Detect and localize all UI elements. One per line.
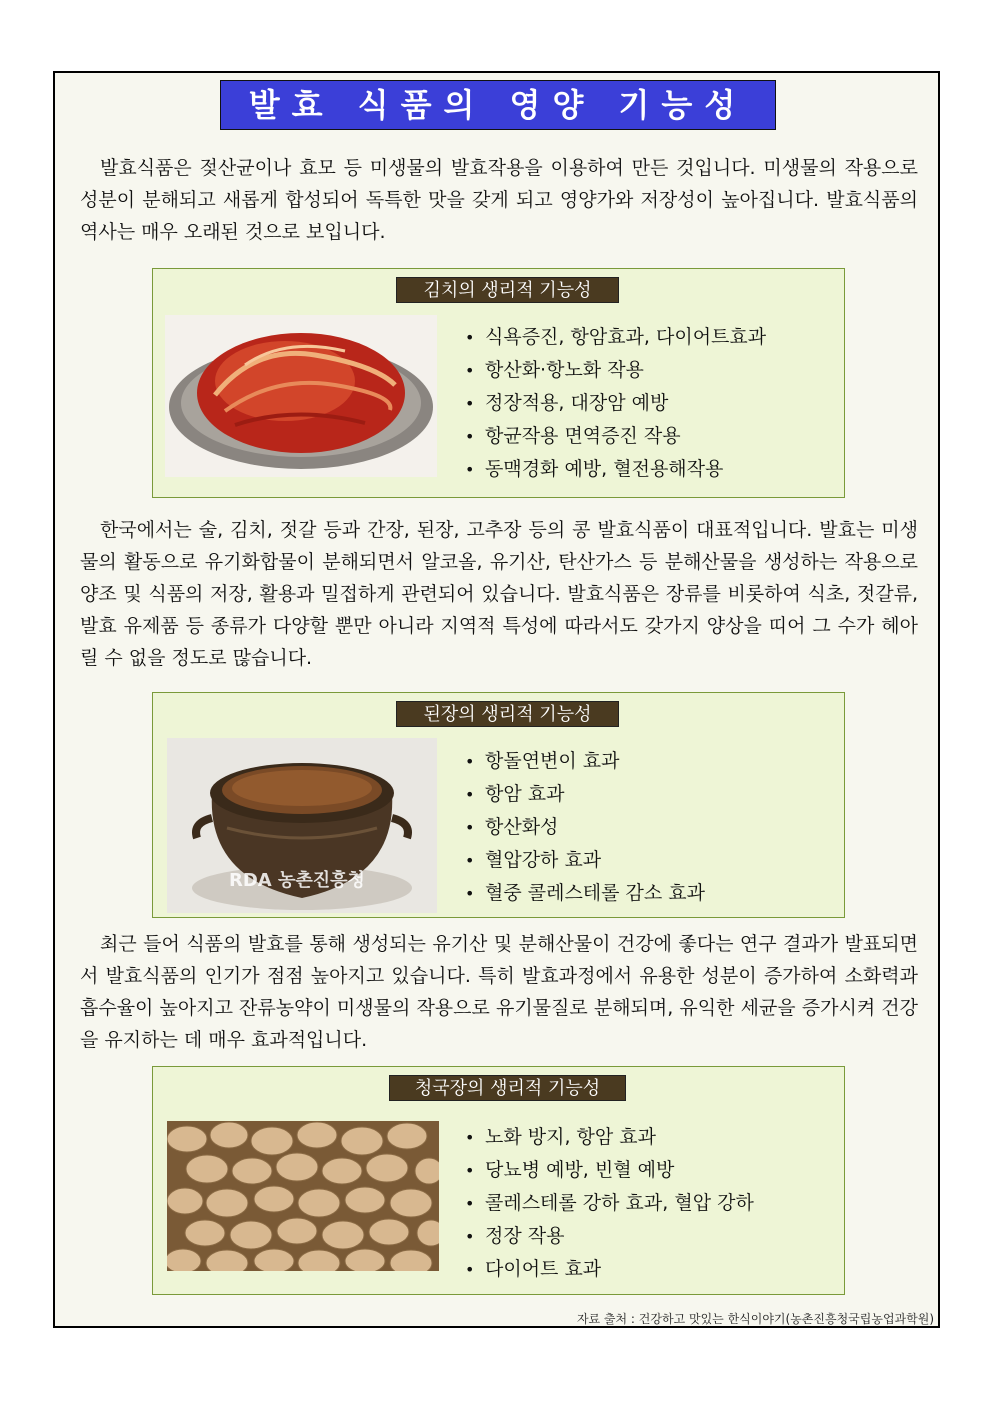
list-item: • 콜레스테롤 강하 효과, 혈압 강하 [465, 1192, 754, 1214]
list-item: • 식욕증진, 항암효과, 다이어트효과 [465, 326, 767, 348]
list-item: • 혈압강하 효과 [465, 849, 602, 871]
doenjang-photo [167, 738, 437, 913]
second-paragraph: 한국에서는 술, 김치, 젓갈 등과 간장, 된장, 고추장 등의 콩 발효식품이 대표적입니다. 발효는 미생물의 활동으로 유기화합물이 분해되면서 알코올, 유기산, 탄산가스 등 분해산물을 생성하는 작용으로 양조 및 식품의 저장, 활용과 밀접하게 관련되어 있습니다. 발효식품은 장류를 비롯하여 식초, 젓갈류, 발효 유제품 등 종류가 다양할 뿐만 아니라 지역적 특성에 따라서도 갖가지 양상을 띠어 그 수가 헤아릴 수 없을 정도로 많습니다. [80, 519, 918, 669]
third-paragraph: 최근 들어 식품의 발효를 통해 생성되는 유기산 및 분해산물이 건강에 좋다는 연구 결과가 발표되면서 발효식품의 인기가 점점 높아지고 있습니다. 특히 발효과정에서 유용한 성분이 증가하여 소화력과 흡수율이 높아지고 잔류농약이 미생물의 작용으로 유기물질로 분해되며, 유익한 세균을 증가시켜 건강을 유지하는 데 매우 효과적입니다. [80, 933, 918, 1051]
list-item: • 당뇨병 예방, 빈혈 예방 [465, 1159, 675, 1181]
kimchi-benefit-list [465, 321, 766, 486]
list-item: • 동맥경화 예방, 혈전용해작용 [465, 458, 724, 480]
list-item: • 항산화·항노화 작용 [465, 359, 644, 381]
kimchi-box [152, 268, 845, 498]
doenjang-box-heading: 된장의 생리적 기능성 [396, 701, 619, 727]
list-item: • 항균작용 면역증진 작용 [465, 425, 681, 447]
list-item: • 정장 작용 [465, 1225, 565, 1247]
doenjang-benefit-list [465, 745, 705, 910]
list-item: • 항암 효과 [465, 783, 565, 805]
cheonggukjang-box [152, 1066, 845, 1295]
doenjang-box [152, 692, 845, 918]
list-item: • 항산화성 [465, 816, 559, 838]
cheonggukjang-box-heading: 청국장의 생리적 기능성 [389, 1075, 626, 1101]
kimchi-box-heading: 김치의 생리적 기능성 [396, 277, 619, 303]
list-item: • 혈중 콜레스테롤 감소 효과 [465, 882, 706, 904]
list-item: • 항돌연변이 효과 [465, 750, 620, 772]
cheonggukjang-photo [167, 1121, 439, 1271]
list-item: • 다이어트 효과 [465, 1258, 602, 1280]
page-title: 발효 식품의 영양 기능성 [220, 80, 776, 130]
rda-watermark: RDA 농촌진흥청 [229, 870, 365, 891]
intro-paragraph: 발효식품은 젖산균이나 효모 등 미생물의 발효작용을 이용하여 만든 것입니다. 미생물의 작용으로 성분이 분해되고 새롭게 합성되어 독특한 맛을 갖게 되고 영양가와 저장성이 높아집니다. 발효식품의 역사는 매우 오래된 것으로 보입니다. [80, 157, 918, 243]
list-item: • 정장적용, 대장암 예방 [465, 392, 669, 414]
source-footer: 자료 출처 : 건강하고 맛있는 한식이야기(농촌진흥청국립농업과학원) [576, 1312, 934, 1326]
list-item: • 노화 방지, 항암 효과 [465, 1126, 656, 1148]
kimchi-photo [165, 315, 437, 477]
cheonggukjang-benefit-list [465, 1121, 754, 1286]
